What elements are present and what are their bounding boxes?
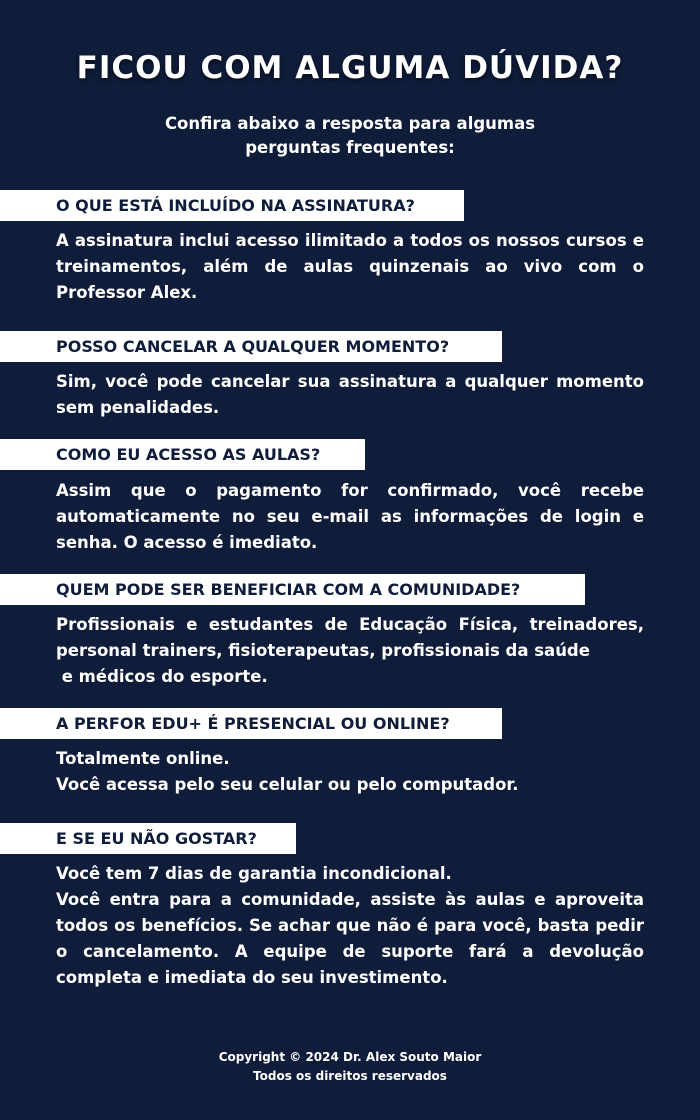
- subtitle-line-2: perguntas frequentes:: [245, 138, 455, 157]
- faq-question-gostar: E SE EU NÃO GOSTAR?: [0, 823, 296, 854]
- faq-answer-assinatura: A assinatura inclui acesso ilimitado a todos os nossos cursos e treinamentos, além de aulas quinzenais ao vivo com o Professor Alex.: [56, 231, 644, 302]
- faq-answer-gostar-line-1: Você tem 7 dias de garantia incondicional.: [56, 864, 452, 883]
- faq-answer-presencial-line-1: Totalmente online.: [56, 749, 230, 768]
- page-title: FICOU COM ALGUMA DÚVIDA?: [76, 50, 624, 86]
- faq-question-beneficiar: QUEM PODE SER BENEFICIAR COM A COMUNIDADE?: [0, 574, 585, 605]
- faq-answer-gostar: [56, 861, 644, 991]
- faq-answer-beneficiar-line-1: Profissionais e estudantes de Educação Física, treinadores,: [56, 615, 644, 634]
- faq-answer-presencial-line-2: Você acessa pelo seu celular ou pelo computador.: [56, 775, 519, 794]
- faq-answer-beneficiar-line-2: personal trainers, fisioterapeutas, profissionais da saúde: [56, 641, 590, 660]
- faq-question-acesso: COMO EU ACESSO AS AULAS?: [0, 439, 365, 470]
- footer-copyright: Copyright © 2024 Dr. Alex Souto Maior: [218, 1050, 482, 1064]
- faq-answer-beneficiar-line-3: e médicos do esporte.: [56, 667, 268, 686]
- faq-question-assinatura: O QUE ESTÁ INCLUÍDO NA ASSINATURA?: [0, 190, 464, 221]
- faq-answer-gostar-line-2: Você entra para a comunidade, assiste às aulas e aproveita todos os benefícios. Se achar que não é para você, basta pedir o cancelamento. A equipe de suporte fará a devolução completa e imediata do seu investimento.: [56, 890, 644, 987]
- subtitle-line-1: Confira abaixo a resposta para algumas: [164, 114, 536, 133]
- footer: [0, 1048, 700, 1086]
- faq-answer-presencial: [56, 746, 644, 798]
- faq-answer-cancelar: Sim, você pode cancelar sua assinatura a qualquer momento sem penalidades.: [56, 372, 644, 417]
- faq-question-cancelar: POSSO CANCELAR A QUALQUER MOMENTO?: [0, 331, 502, 362]
- footer-rights: Todos os direitos reservados: [253, 1069, 447, 1083]
- faq-answer-acesso: Assim que o pagamento for confirmado, você recebe automaticamente no seu e-mail as informações de login e senha. O acesso é imediato.: [56, 481, 644, 552]
- faq-question-presencial: A PERFOR EDU+ É PRESENCIAL OU ONLINE?: [0, 708, 502, 739]
- page-subtitle: [0, 112, 700, 160]
- faq-answer-beneficiar: [56, 612, 644, 690]
